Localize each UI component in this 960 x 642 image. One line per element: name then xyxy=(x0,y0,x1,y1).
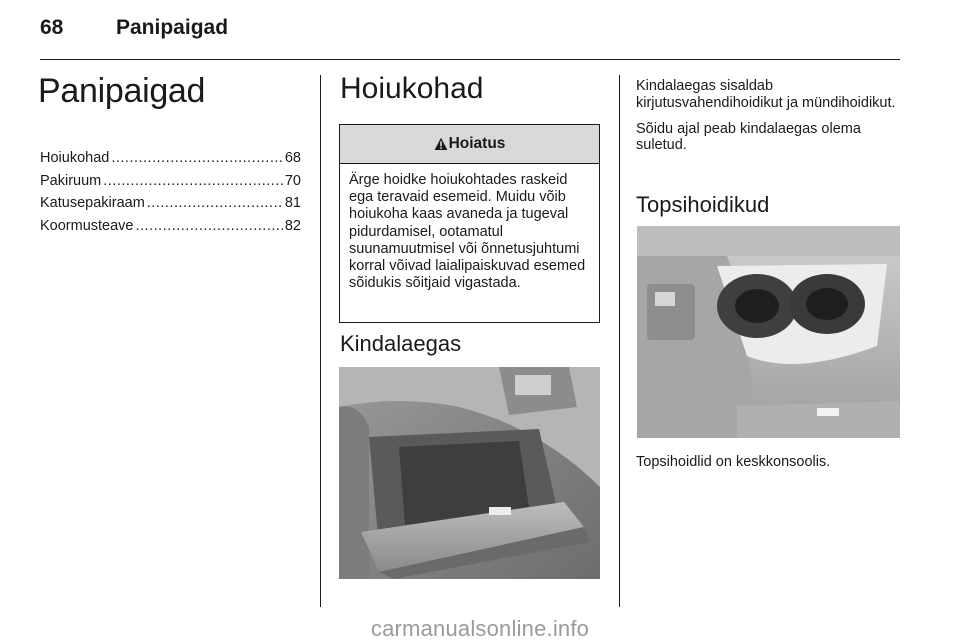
table-of-contents xyxy=(40,150,301,240)
chapter-title: Panipaigad xyxy=(38,72,206,110)
toc-leader xyxy=(111,150,283,166)
warning-text: Ärge hoidke hoiukohtades raskeid ega teravaid esemeid. Muidu võib hoiukoha kaas avaneda ja tugeval pidurdamisel, ootamatul suunamuutmisel või õnnetusjuhtumi korral võivad laialipaiskuvad esemed sõidukis sõitjaid vigastada. xyxy=(349,172,586,292)
toc-leader xyxy=(103,173,283,189)
header-divider xyxy=(40,59,900,60)
running-header-title: Panipaigad xyxy=(116,16,229,39)
column-divider-1 xyxy=(320,75,321,607)
glovebox-description xyxy=(636,78,904,163)
toc-label: Pakiruum xyxy=(40,172,102,189)
warning-triangle-icon xyxy=(434,137,448,151)
watermark[interactable]: carmanualsonline.info xyxy=(370,616,590,641)
warning-header xyxy=(340,125,599,164)
glovebox-title: Kindalaegas xyxy=(340,331,462,356)
toc-page: 68 xyxy=(284,150,301,166)
toc-label: Katusepakiraam xyxy=(40,195,145,211)
page-number: 68 xyxy=(40,16,64,39)
toc-leader xyxy=(136,218,283,234)
toc-page: 81 xyxy=(284,195,301,211)
toc-item[interactable] xyxy=(40,150,301,173)
column-divider-2 xyxy=(619,75,620,607)
cupholders-photo xyxy=(637,226,900,438)
cupholders-title: Topsihoidikud xyxy=(636,192,770,217)
paragraph: Kindalaegas sisaldab kirjutusvahendihoidikut ja mündihoidikut. xyxy=(636,78,896,111)
toc-item[interactable] xyxy=(40,173,301,196)
toc-leader xyxy=(147,195,283,211)
paragraph: Sõidu ajal peab kindalaegas olema suletud. xyxy=(636,120,861,154)
toc-page: 82 xyxy=(284,217,301,234)
warning-heading: Hoiatus xyxy=(448,135,506,152)
toc-label: Hoiukohad xyxy=(40,150,110,166)
section-title: Hoiukohad xyxy=(340,72,484,105)
warning-box xyxy=(339,124,600,323)
toc-page: 70 xyxy=(284,172,301,189)
toc-item[interactable] xyxy=(40,195,301,218)
cupholders-caption: Topsihoidlid on keskkonsoolis. xyxy=(636,454,831,470)
toc-item[interactable] xyxy=(40,218,301,241)
glovebox-photo xyxy=(339,367,600,579)
toc-label: Koormusteave xyxy=(40,217,134,234)
